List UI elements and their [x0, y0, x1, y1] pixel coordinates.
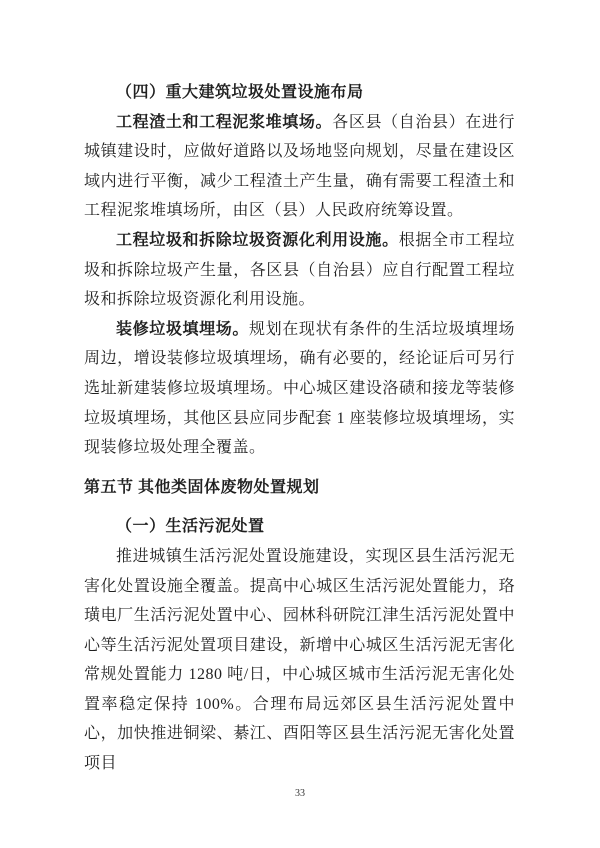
paragraph-sewage-sludge: 推进城镇生活污泥处置设施建设，实现区县生活污泥无害化处置设施全覆盖。提高中心城区生活污泥处置能力，珞璜电厂生活污泥处置中心、园林科研院江津生活污泥处置中心等生活污泥处置项目建设，新增中心城区生活污泥无害化常规处置能力 1280 吨/日，中心城区城市生活污泥无害化处置率稳定保持 100%。合理布局远郊区县生活污泥处置中心，加快推进铜梁、綦江、酉阳等区县生活污泥无害化处置项目	[84, 547, 515, 773]
page-number: 33	[295, 788, 305, 799]
paragraph-spoil-landfill	[84, 108, 515, 226]
paragraph-demolition-waste	[84, 226, 515, 315]
paragraph-renovation-landfill	[84, 315, 515, 463]
section-heading-other-solid-waste: 第五节 其他类固体废物处置规划	[84, 478, 320, 496]
paragraph-lead-spoil-landfill: 工程渣土和工程泥浆堆填场。	[116, 113, 333, 131]
paragraph-text-renovation-landfill: 规划在现状有条件的生活垃圾填埋场周边，增设装修垃圾填埋场，确有必要的，经论证后可另行选址新建装修垃圾填埋场。中心城区建设洛碛和接龙等装修垃圾填埋场，其他区县应同步配套 1 座装修垃圾填埋场，实现装修垃圾处理全覆盖。	[84, 320, 515, 457]
subsection-heading-construction-waste: （四）重大建筑垃圾处置设施布局	[116, 84, 364, 101]
paragraph-text-demolition-waste: 根据全市工程垃圾和拆除垃圾产生量，各区县（自治县）应自行配置工程垃圾和拆除垃圾资源化利用设施。	[84, 231, 515, 309]
paragraph-lead-renovation-landfill: 装修垃圾填埋场。	[116, 320, 250, 338]
paragraph-text-spoil-landfill: 各区县（自治县）在进行城镇建设时，应做好道路以及场地竖向规划，尽量在建设区域内进行平衡，减少工程渣土产生量，确有需要工程渣土和工程泥浆堆填场所，由区（县）人民政府统筹设置。	[84, 113, 515, 220]
paragraph-lead-demolition-waste: 工程垃圾和拆除垃圾资源化利用设施。	[116, 231, 399, 249]
page-content	[84, 78, 515, 779]
sub-heading-sewage-sludge: （一）生活污泥处置	[116, 518, 265, 536]
